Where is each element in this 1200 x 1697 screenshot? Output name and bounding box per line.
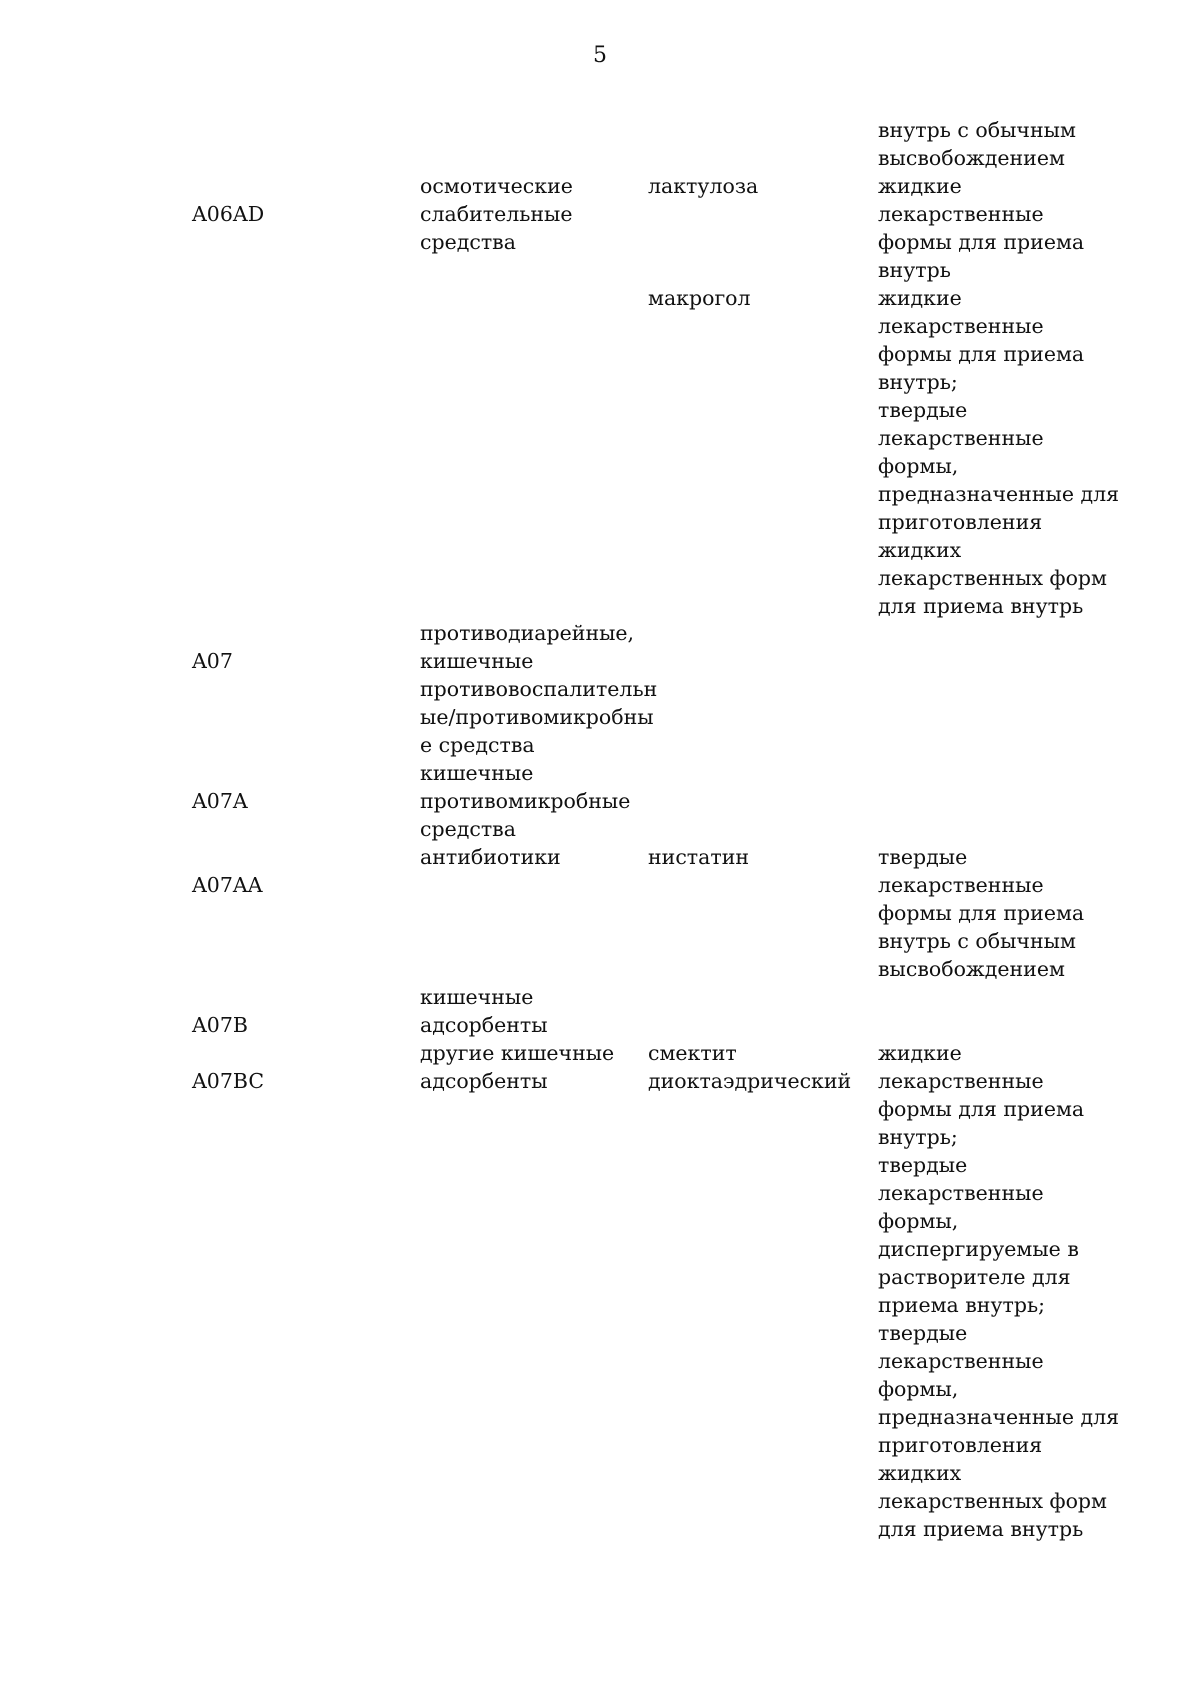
drug-name: макрогол [648,286,751,310]
atc-code: A07A [192,789,248,813]
atc-group-name: кишечные противомикробные средства [420,761,631,841]
atc-group-name: осмотические слабительные средства [420,174,573,254]
drug-name: нистатин [648,845,750,869]
page-number: 5 [593,43,607,68]
atc-code: A07AA [192,873,263,897]
drug-name: лактулоза [648,174,759,198]
atc-group-name: противодиарейные, кишечные противовоспалительн ые/противомикробны е средства [420,621,658,757]
dosage-form: жидкие лекарственные формы для приема внутрь; твердые лекарственные формы, диспергируемые в растворителе для приема внутрь; твердые лекарственные формы, предназначенные для приготовления жидких лекарственных форм для приема внутрь [878,1041,1120,1541]
atc-group-name: другие кишечные адсорбенты [420,1041,615,1093]
atc-group-name: кишечные адсорбенты [420,985,548,1037]
atc-group-name: антибиотики [420,845,561,869]
atc-code: A07BC [192,1069,265,1093]
dosage-form: жидкие лекарственные формы для приема внутрь [878,174,1085,282]
atc-code: A06AD [192,202,265,226]
atc-code: A07B [192,1013,248,1037]
atc-code: A07 [192,649,233,673]
dosage-form: твердые лекарственные формы для приема внутрь с обычным высвобождением [878,845,1085,981]
dosage-form-continuation: внутрь с обычным высвобождением [878,118,1076,170]
dosage-form: жидкие лекарственные формы для приема внутрь; твердые лекарственные формы, предназначенные для приготовления жидких лекарственных форм для приема внутрь [878,286,1120,618]
drug-name: смектит диоктаэдрический [648,1041,852,1093]
